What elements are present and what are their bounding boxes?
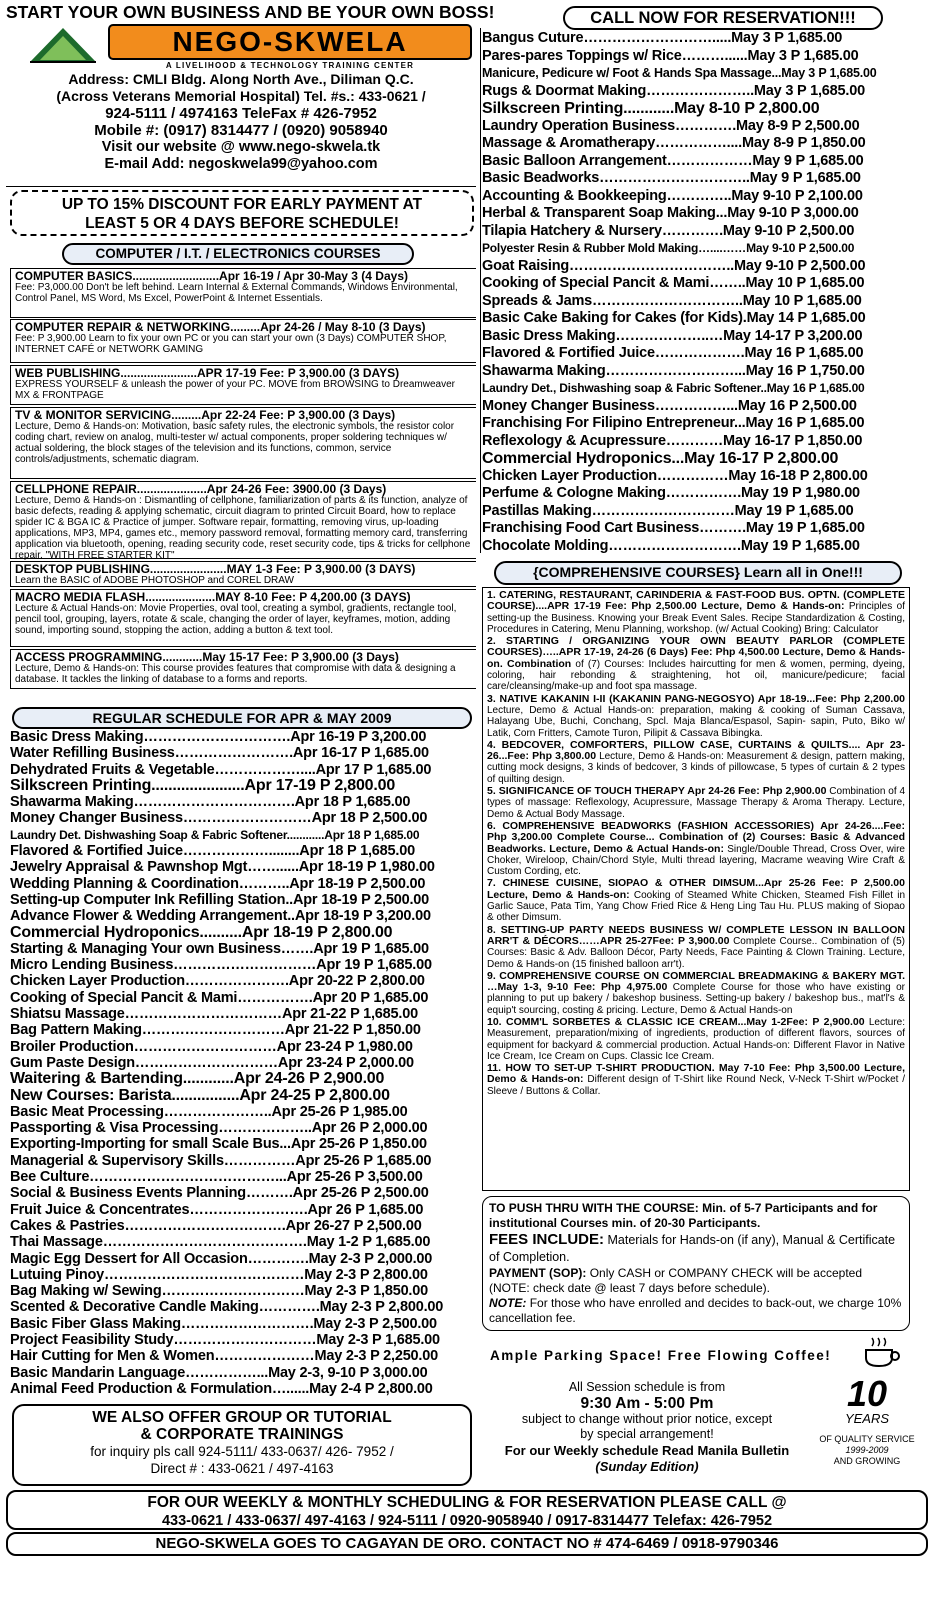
list-item: Silkscreen Printing......................Apr 17-19 P 2,800.00 xyxy=(10,777,396,794)
headline: START YOUR OWN BUSINESS AND BE YOUR OWN BOSS! xyxy=(6,2,495,22)
list-item: Shiatsu Massage……………………………Apr 21-22 P 1,685.00 xyxy=(10,1006,418,1023)
footer-cdo: NEGO-SKWELA GOES TO CAGAYAN DE ORO. CONTACT NO # 474-6469 / 0918-9790346 xyxy=(6,1532,928,1556)
list-item: Franchising Food Cart Business……….May 19 P 1,685.00 xyxy=(482,520,865,536)
list-item: Silkscreen Printing............May 8-10 P 2,800.00 xyxy=(482,100,820,117)
footer-line-1: FOR OUR WEEKLY & MONTHLY SCHEDULING & FOR RESERVATION PLEASE CALL @ xyxy=(147,1494,787,1511)
regular-schedule-list xyxy=(10,729,478,1397)
list-item: Basic Dress Making………………..…May 14-17 P 3,200.00 xyxy=(482,327,863,344)
policies-box xyxy=(482,1196,910,1331)
computer-section-title: COMPUTER / I.T. / ELECTRONICS COURSES xyxy=(62,243,414,265)
list-item: Pares-pares Toppings w/ Rice………......May 3 P 1,685.00 xyxy=(482,47,859,64)
note-policy: NOTE: For those who have enrolled and decides to back-out, we charge 10% cancellation fee. xyxy=(489,1296,902,1325)
list-item: Manicure, Pedicure w/ Foot & Hands Spa Massage...May 3 P 1,685.00 xyxy=(482,66,877,80)
list-item: Animal Feed Production & Formulation…......May 2-4 P 2,800.00 xyxy=(10,1380,433,1397)
list-item: Magic Egg Dessert for All Occasion………….May 2-3 P 2,000.00 xyxy=(10,1250,433,1267)
comprehensive-item: 10. COMM'L SORBETES & CLASSIC ICE CREAM...May 1-2Fee: P 2,900.00 Lecture: Measurement, preparation/mixing of ingredients, production of different flavors, sources of equipment for backyard & commercial production. Actual Hands-on: Different Flavor in Native Ice Cream, Ice Cream on Cups. Classic Ice Cream. xyxy=(487,1015,905,1062)
list-item: Shawarma Making………………………...May 16 P 1,750.00 xyxy=(482,362,865,379)
logo-text: NEGO-SKWELA xyxy=(172,26,408,57)
fees-policy: FEES INCLUDE: Materials for Hands-on (if any), Manual & Certificate of Completion. xyxy=(489,1231,896,1264)
list-item: Spreads & Jams…………………………..May 10 P 1,685.00 xyxy=(482,292,862,309)
list-item: Flavored & Fortified Juice……………….May 16 P 1,685.00 xyxy=(482,345,864,361)
course-computer-repair: COMPUTER REPAIR & NETWORKING.........Apr 24-26 / May 8-10 (3 Days) Fee: P 3,900.00 Learn to fix your own PC or you can start your own (3 Days) COMPUTER SHOP, INTERNET CAFÉ or NETWORK GAMING xyxy=(10,319,476,363)
logo-banner xyxy=(108,24,472,60)
list-item: Perfume & Cologne Making…………….May 19 P 1,980.00 xyxy=(482,485,860,501)
list-item: Cooking of Special Pancit & Mami……..May 10 P 1,685.00 xyxy=(482,275,865,291)
comprehensive-item: 1. CATERING, RESTAURANT, CARINDERIA & FAST-FOOD BUS. OPTN. (COMPLETE COURSE)....APR 17-19 Fee: Php 2,500.00 Lecture, Demo & Hands-on: Principles of setting-up the Business. Knowing your Break Event Sales. Recipe Standardization & Costing, Procedures in Catering, Menu Planning, workshop. (w/ Actual Cooking) Bring: Calculator xyxy=(487,589,906,635)
session-line-4: by special arrangement! xyxy=(580,1427,714,1441)
divider xyxy=(6,186,476,187)
list-item: Shawarma Making…………………………….Apr 18 P 1,685.00 xyxy=(10,794,411,811)
session-box xyxy=(482,1380,812,1474)
list-item: Dehydrated Fruits & Vegetable………………....Apr 17 P 1,685.00 xyxy=(10,761,432,778)
list-item: New Courses: Barista................Apr 24-25 P 2,800.00 xyxy=(10,1087,390,1104)
footer-line-2: 433-0621 / 433-0637/ 497-4163 / 924-5111 / 0920-9058940 / 0917-8314477 Telefax: 426-7952 xyxy=(161,1513,773,1529)
group-training-box xyxy=(12,1404,472,1486)
list-item: Waitering & Bartending............Apr 24-26 P 2,900.00 xyxy=(10,1071,385,1088)
regular-schedule-title: REGULAR SCHEDULE FOR APR & MAY 2009 xyxy=(12,707,472,729)
list-item: Herbal & Transparent Soap Making...May 9-10 P 3,000.00 xyxy=(482,205,859,221)
session-hours: 9:30 Am - 5:00 Pm xyxy=(580,1395,714,1412)
list-item: Scented & Decorative Candle Making………….May 2-3 P 2,800.00 xyxy=(10,1299,444,1316)
comprehensive-item: 11. HOW TO SET-UP T-SHIRT PRODUCTION. May 7-10 Fee: Php 3,500.00 Lecture, Demo & Hands-on: Different design of T-Shirt like Round Neck, V-Neck T-Shirt w/Pocket / Sleeve / Buttons & Collar. xyxy=(487,1062,906,1097)
list-item: Cooking of Special Pancit & Mami…………….Apr 20 P 1,685.00 xyxy=(10,989,429,1006)
years-line-3: AND GROWING xyxy=(833,1456,901,1466)
list-item: Hair Cutting for Men & Women…………………May 2-3 P 2,250.00 xyxy=(10,1348,438,1365)
group-line-2: & CORPORATE TRAININGS xyxy=(140,1426,344,1443)
session-line-5: For our Weekly schedule Read Manila Bulletin xyxy=(504,1443,790,1458)
course-web-publishing: WEB PUBLISHING.......................APR 17-19 Fee: P 3,900.00 (3 DAYS) EXPRESS YOURSELF & unleash the power of your PC. MOVE from BROWSING to Dreamweaver MX & FRONTPAGE xyxy=(10,365,476,405)
website-link[interactable]: Visit our website @ www.nego-skwela.tk xyxy=(101,139,381,155)
course-computer-basics: COMPUTER BASICS..........................Apr 16-19 / Apr 30-May 3 (4 Days) Fee: P3,000.00 Don't be left behind. Learn Internal & External Commands, Windows Environmental, Control Panel, MS Word, Ms Excel, PowerPoint & Internet Essentials. xyxy=(10,268,476,318)
course-tv-monitor: TV & MONITOR SERVICING.........Apr 22-24 Fee: P 3,900.00 (3 Days) Lecture, Demo & Hands-on: Motivation, basic safety rules, the electronic symbols, the resistor color coding chart, review on analog, multi-tester w/ actual components, proper soldering techniques w/ actual soldering, the block stages of the television and its functions, common, service controls/adjustments, schematic diagram. xyxy=(10,407,476,479)
list-item: Managerial & Supervisory Skills……………Apr 25-26 P 1,685.00 xyxy=(10,1152,432,1169)
list-item: Massage & Aromatherapy……………....May 8-9 P 1,850.00 xyxy=(482,135,866,151)
list-item: Social & Business Events Planning……….Apr 25-26 P 2,500.00 xyxy=(10,1185,429,1202)
list-item: Starting & Managing Your own Business…….Apr 19 P 1,685.00 xyxy=(10,940,429,957)
right-schedule-list xyxy=(482,30,932,555)
list-item: Flavored & Fortified Juice………………........Apr 18 P 1,685.00 xyxy=(10,843,415,860)
list-item: Basic Meat Processing…………………..Apr 25-26 P 1,985.00 xyxy=(10,1103,408,1120)
list-item: Exporting-Importing for small Scale Bus...Apr 25-26 P 1,850.00 xyxy=(10,1136,427,1153)
comprehensive-item: 6. COMPREHENSIVE BEADWORKS (FASHION ACCESSORIES) Apr 24-26....Fee: Php 3,200.00 Complete Course... Combination of (2) Courses: Basic & Advanced Beadworks. Lecture, Demo & Actual Hands-on: Single/Double Thread, Cross Over, wire Choker, Wireloop, Chain/Chord Style, Multi thread layering, Macrame weaving Wire Craft & Custom Cording, etc. xyxy=(487,819,905,878)
coffee-cup-icon xyxy=(862,1336,902,1370)
years-word: YEARS xyxy=(844,1411,890,1426)
years-line-1: OF QUALITY SERVICE xyxy=(819,1434,915,1444)
list-item: Passporting & Visa Processing………………..Apr 26 P 2,000.00 xyxy=(10,1120,428,1137)
list-item: Laundry Det. Dishwashing Soap & Fabric Softener............Apr 18 P 1,685.00 xyxy=(10,827,420,842)
parking-text: Ample Parking Space! Free Flowing Coffee! xyxy=(490,1348,832,1363)
list-item: Gum Paste Design…………………………Apr 23-24 P 2,000.00 xyxy=(10,1054,414,1071)
list-item: Lutuing Pinoy……………………………………May 2-3 P 2,800.00 xyxy=(10,1266,428,1283)
list-item: Setting-up Computer Ink Refilling Station..Apr 18-19 P 2,500.00 xyxy=(10,891,429,908)
computer-courses xyxy=(10,268,476,689)
course-cellphone-repair: CELLPHONE REPAIR.....................Apr 24-26 Fee: 3900.00 (3 Days) Lecture, Demo & Hands-on : Dismantling of cellphone, familiarization of parts & its function, analyze of basic defects, reading & applying schematic, circuit diagram to printed Circuit Board, how to replace spider IC & BGA IC & Practice of jumper. Software repair, formatting, removing virus, up-loading applications, MP3, MP4, games etc., memory password removal, formatting memory card, transferring application via bluetooth, opening, reading security code, reset security code, tips & tricks for cellphone repair. "WITH FREE STARTER KIT" xyxy=(10,481,476,559)
years-line-2: 1999-2009 xyxy=(845,1445,889,1455)
list-item: Money Changer Business………………………Apr 18 P 2,500.00 xyxy=(10,810,428,827)
course-macro-media-flash: MACRO MEDIA FLASH.....................MAY 8-10 Fee: P 4,200.00 (3 DAYS) Lecture & Actual Hands-on: Movie Properties, oval tool, creating a symbol, gradients, rectangle tool, pencil tool, grouping, layers, rotate & scale, changing the order of layer, keyframes, motion, adding sound, importing sound, stopping the action, adding a button & text tool. xyxy=(10,589,476,647)
list-item: Basic Dress Making………………………….Apr 16-19 P 3,200.00 xyxy=(10,729,427,745)
list-item: Money Changer Business……………...May 16 P 2,500.00 xyxy=(482,397,857,414)
list-item: Wedding Planning & Coordination………..Apr 18-19 P 2,500.00 xyxy=(10,875,426,892)
session-line-6: (Sunday Edition) xyxy=(595,1459,699,1474)
list-item: Pastillas Making…………………………May 19 P 1,685.00 xyxy=(482,502,854,519)
list-item: Basic Fiber Glass Making……………………….May 2-3 P 2,500.00 xyxy=(10,1315,437,1332)
footer-contact xyxy=(6,1490,928,1530)
list-item: Polyester Resin & Rubber Mold Making…....……May 9-10 P 2,500.00 xyxy=(482,241,855,255)
comprehensive-item: 3. NATIVE KAKANIN I-II (KAKANIN PANG-NEGOSYO) Apr 18-19...Fee: Php 2,200.00 Lecture, Demo & Actual Hands-on: preparation, making & cooking of Suman Cassava, Halayang Ube, Buchi, Conchang, Spcl. Maja Blanca/Espasol, Sapin- sapin, Puto, Biko w/ Latik, Corn Fritters, Camote Turon, Pilipit & Cassava Bibingka. xyxy=(487,692,905,739)
list-item: Laundry Operation Business………….May 8-9 P 2,500.00 xyxy=(482,117,860,134)
address-line-1: Address: CMLI Bldg. Along North Ave., Diliman Q.C. xyxy=(68,71,414,87)
list-item: Tilapia Hatchery & Nursery………….May 9-10 P 2,500.00 xyxy=(482,222,855,239)
list-item: Broiler Production…………………………Apr 23-24 P 1,980.00 xyxy=(10,1038,413,1055)
comprehensive-item: 9. COMPREHENSIVE COURSE ON COMMERCIAL BREADMAKING & BAKERY MGT. …May 1-3, 9-10 Fee: Php 4,975.00 Complete Course for those who have existing or planning to put up bakery / bakeshop business. Setting-up bakery / bakeshop bus., mat'l's & equip't sourcing, costing & pricing. Lecture, Demo & Actual Hands-on xyxy=(487,969,906,1016)
list-item: Franchising For Filipino Entrepreneur...May 16 P 1,685.00 xyxy=(482,415,865,431)
discount-line-2: LEAST 5 OR 4 DAYS BEFORE SCHEDULE! xyxy=(85,215,399,232)
list-item: Chicken Layer Production……………May 16-18 P 2,800.00 xyxy=(482,467,868,484)
list-item: Thai Massage…………………………………….May 1-2 P 1,685.00 xyxy=(10,1234,431,1251)
list-item: Bag Making w/ Sewing…………………………May 2-3 P 1,850.00 xyxy=(10,1283,428,1300)
session-line-1: All Session schedule is from xyxy=(568,1380,726,1394)
push-policy: TO PUSH THRU WITH THE COURSE: Min. of 5-7 Participants and for institutional Courses min. of 20-30 Participants. xyxy=(489,1201,878,1230)
column-divider xyxy=(480,28,481,553)
comprehensive-item: 5. SIGNIFICANCE OF TOUCH THERAPY Apr 24-26 Fee: Php 2,900.00 Combination of 4 types of massage: Reflexology, Acupressure, Massage Therapy & Aroma Therapy. Lecture, Demo & Actual Body Massage. xyxy=(487,785,906,820)
pyramid-logo-icon xyxy=(28,26,98,64)
mobile-line: Mobile #: (0917) 8314477 / (0920) 9058940 xyxy=(94,122,388,139)
payment-policy: PAYMENT (SOP): Only CASH or COMPANY CHECK will be accepted (NOTE: check date @ least 7 days before schedule). xyxy=(489,1266,862,1295)
list-item: Bee Culture…………………………………...Apr 25-26 P 3,500.00 xyxy=(10,1169,423,1186)
list-item: Rugs & Doormat Making…………………..May 3 P 1,685.00 xyxy=(482,82,865,99)
list-item: Project Feasibility Study…………………………May 2-3 P 1,685.00 xyxy=(10,1331,440,1348)
list-item: Laundry Det., Dishwashing soap & Fabric Softener..May 16 P 1,685.00 xyxy=(482,381,865,395)
list-item: Bag Pattern Making…………………………Apr 21-22 P 1,850.00 xyxy=(10,1022,421,1039)
discount-banner xyxy=(10,190,474,236)
list-item: Commercial Hydroponics...May 16-17 P 2,800.00 xyxy=(482,450,839,467)
group-line-3: for inquiry pls call 924-5111/ 433-0637/ 426- 7952 / xyxy=(90,1444,394,1459)
comprehensive-item: 2. STARTING / ORGANIZING YOUR OWN BEAUTY PARLOR (COMPLETE COURSES)…..APR 17-19, 24-26 (6 Days) Fee: Php 4,500.00 Lecture, Demo & Hands-on. Combination of (7) Courses: Includes haircutting for men & women, perming, dyeing, coloring, hair rebonding & straightening, hot oil, manicure/pedicure; facial care/cleansing/make-up and foot spa massage. xyxy=(487,635,905,693)
course-access-programming: ACCESS PROGRAMMING............May 15-17 Fee: P 3,900.00 (3 Days) Lecture, Demo & Hands-on: This course provides features that compromise with data & designing a database. It tackles the linking of database to a forms and reports. xyxy=(10,649,476,689)
list-item: Water Refilling Business…………………….Apr 16-17 P 1,685.00 xyxy=(10,745,429,762)
list-item: Goat Raising……………………………..May 9-10 P 2,500.00 xyxy=(482,257,866,274)
list-item: Chicken Layer Production………………….Apr 20-22 P 2,800.00 xyxy=(10,973,425,990)
list-item: Reflexology & Acupressure…………May 16-17 P 1,850.00 xyxy=(482,432,863,449)
list-item: Accounting & Bookkeeping…………..May 9-10 P 2,100.00 xyxy=(482,187,863,204)
list-item: Basic Cake Baking for Cakes (for Kids).May 14 P 1,685.00 xyxy=(482,310,866,326)
session-line-3: subject to change without prior notice, except xyxy=(521,1412,773,1426)
list-item: Fruit Juice & Concentrates…………………….Apr 26 P 1,685.00 xyxy=(10,1201,424,1218)
address-line-3: 924-5111 / 4974163 TeleFax # 426-7952 xyxy=(105,105,377,122)
list-item: Cakes & Pastries…………………………….Apr 26-27 P 2,500.00 xyxy=(10,1217,422,1234)
comprehensive-item: 7. CHINESE CUISINE, SIOPAO & OTHER DIMSUM...Apr 25-26 Fee: P 2,500.00 Lecture, Demo & Hands-on: Cooking of Steamed White Chicken, Steamed Fish Fillet in Garlic Sauce, Pata Tim, Yang Chow Fried Rice & Heng Ling Tau Hu. PLUS making of Siopao & other Dimsum. xyxy=(487,877,906,924)
group-line-4: Direct # : 433-0621 / 497-4163 xyxy=(150,1461,334,1476)
call-now-banner: CALL NOW FOR RESERVATION!!! xyxy=(563,6,883,30)
years-number: 10 xyxy=(846,1373,888,1414)
tagline: A LIVELIHOOD & TECHNOLOGY TRAINING CENTER xyxy=(165,61,415,70)
comprehensive-item: 8. SETTING-UP PARTY NEEDS BUSINESS W/ COMPLETE LESSON IN BALLOON ARR'T & DÉCORS……APR 25-27Fee: P 3,900.00 Complete Course.. Combination of (5) Courses: Basic & Adv. Balloon Décor, Party Needs, Face Painting & Clown Training. Lecture, Demo & Hands-on (15 finished balloon arr't). xyxy=(487,923,905,970)
comprehensive-item: 4. BEDCOVER, COMFORTERS, PILLOW CASE, CURTAINS & QUILTS.... Apr 23-26...Fee: Php 3,800.00 Lecture, Demo & Hands-on: Measurement & design, pattern making, cutting mock designs, 3 kinds of bedcover, 3 kinds of pillowcase, 5 types of curtain & 2 types of quilting design. xyxy=(487,738,906,785)
list-item: Basic Mandarin Language……………...May 2-3, 9-10 P 3,000.00 xyxy=(10,1364,428,1381)
course-desktop-publishing: DESKTOP PUBLISHING.......................MAY 1-3 Fee: P 3,900.00 (3 DAYS) Learn the BASIC of ADOBE PHOTOSHOP and COREL DRAW xyxy=(10,561,476,587)
list-item: Commercial Hydroponics..........Apr 18-19 P 2,800.00 xyxy=(10,924,393,941)
comprehensive-courses xyxy=(482,587,910,1191)
list-item: Bangus Cuture……………………….....May 3 P 1,685.00 xyxy=(482,30,843,46)
list-item: Basic Balloon Arrangement………………May 9 P 1,685.00 xyxy=(482,152,864,169)
list-item: Jewelry Appraisal & Pawnshop Mgt……......Apr 18-19 P 1,980.00 xyxy=(10,859,435,876)
years-badge xyxy=(808,1373,926,1467)
email-link[interactable]: E-mail Add: negoskwela99@yahoo.com xyxy=(104,156,378,172)
list-item: Chocolate Molding……………………….May 19 P 1,685.00 xyxy=(482,537,860,554)
group-line-1: WE ALSO OFFER GROUP OR TUTORIAL xyxy=(92,1409,392,1426)
list-item: Micro Lending Business…………………………Apr 19 P 1,685.00 xyxy=(10,957,432,974)
list-item: Basic Beadworks…………………………..May 9 P 1,685.00 xyxy=(482,170,861,186)
address-line-2: (Across Veterans Memorial Hospital) Tel. #s.: 433-0621 / xyxy=(56,88,426,104)
list-item: Advance Flower & Wedding Arrangement..Apr 18-19 P 3,200.00 xyxy=(10,908,431,925)
discount-line-1: UP TO 15% DISCOUNT FOR EARLY PAYMENT AT xyxy=(61,196,423,213)
comprehensive-title: {COMPREHENSIVE COURSES} Learn all in One!!! xyxy=(494,561,902,585)
